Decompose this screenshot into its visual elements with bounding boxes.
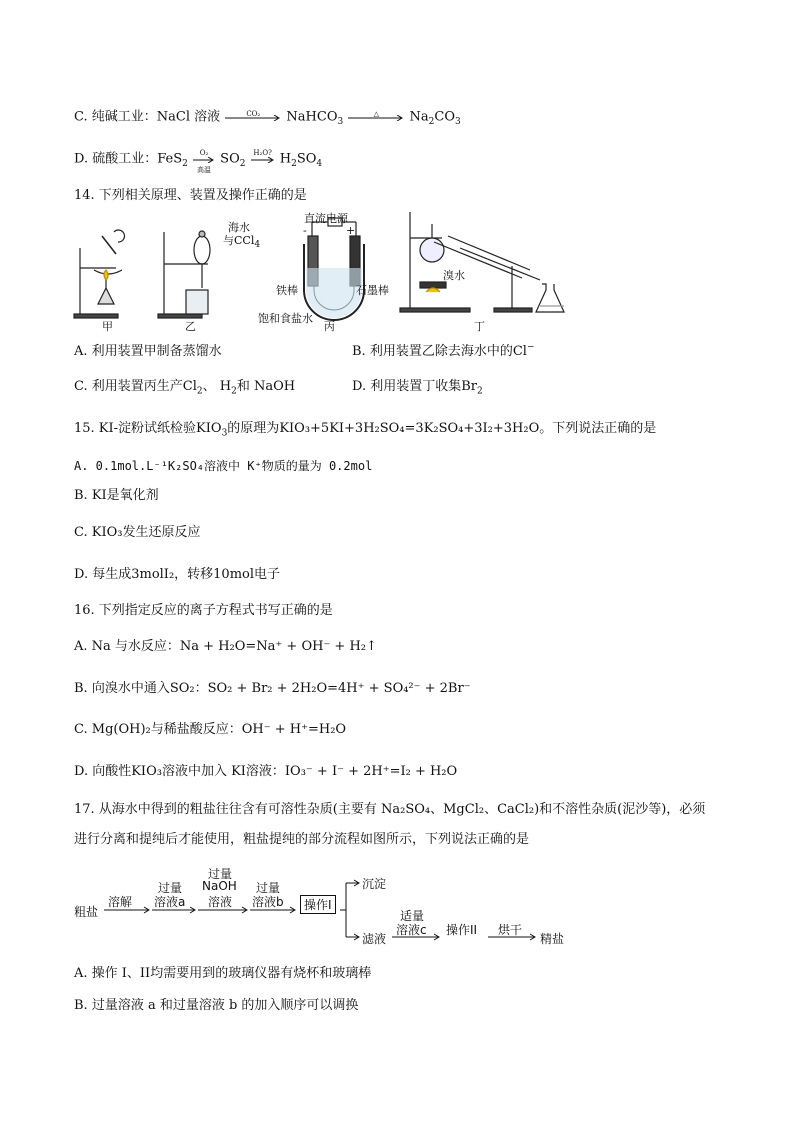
flow-op2: 操作II	[446, 923, 478, 937]
flow-refined-salt: 精盐	[540, 932, 565, 946]
arrow-o2: O₂ 高温	[197, 149, 212, 174]
q17-option-b: B. 过量溶液 a 和过量溶液 b 的加入顺序可以调换	[74, 998, 359, 1013]
arrow-h2o: H₂O?	[250, 150, 276, 168]
q14-option-c: C. 利用装置丙生产$Cl_2$、 $H_2$和 NaOH	[74, 379, 296, 397]
apparatus-ding	[400, 212, 564, 312]
salt-purification-flowchart: 粗盐 溶解 过量 溶液a 过量 NaOH 溶液 过量 溶液b 操作I 沉淀 滤液 适量 溶液c 操作II 烘干 精盐	[74, 865, 594, 955]
q16-stem: 16. 下列指定反应的离子方程式书写正确的是	[74, 603, 333, 618]
q13-option-d: D. 硫酸工业：FeS$_2$ O₂ 高温 $SO_2$ H₂O? $H_2SO_4$	[74, 149, 323, 174]
apparatus-jia	[74, 230, 124, 318]
q15-option-b: B. KI是氧化剂	[74, 488, 159, 503]
q15-option-d: D. 每生成3molI₂，转移10mol电子	[74, 567, 281, 582]
q14-option-a: A. 利用装置甲制备蒸馏水	[74, 344, 222, 359]
q17-option-a: A. 操作 I、II均需要用到的玻璃仪器有烧杯和玻璃棒	[74, 966, 372, 981]
flow-op1: 操作I	[300, 895, 336, 914]
q16-option-a: A. Na 与水反应：Na + H₂O=Na⁺ + OH⁻ + H₂↑	[74, 639, 377, 654]
q14-option-b: B. 利用装置乙除去海水中的Cl−	[352, 342, 535, 359]
arrow-co2: CO₂	[224, 108, 282, 126]
q15-stem: 15. KI-淀粉试纸检验$KIO_3$的原理为KIO₃+5KI+3H₂SO₄=3K₂SO₄+3I₂+3H₂O。下列说法正确的是	[74, 421, 657, 439]
q14-stem: 14. 下列相关原理、装置及操作正确的是	[74, 188, 307, 203]
q15-option-a: A. 0.1mol.L⁻¹K₂SO₄溶液中 K⁺物质的量为 0.2mol	[74, 459, 373, 473]
flow-crude-salt: 粗盐	[74, 905, 99, 919]
q17-stem-line1: 17. 从海水中得到的粗盐往往含有可溶性杂质(主要有 Na₂SO₄、MgCl₂、CaCl₂)和不溶性杂质(泥沙等)，必须	[74, 802, 706, 817]
ccl4-label: 与CCl$_4$	[223, 234, 261, 251]
q14-option-d: D. 利用装置丁收集$Br_2$	[352, 379, 483, 397]
q17-stem-line2: 进行分离和提纯后才能使用，粗盐提纯的部分流程如图所示，下列说法正确的是	[74, 832, 530, 847]
q16-option-c: C. Mg(OH)₂与稀盐酸反应：OH⁻ + H⁺=H₂O	[74, 722, 347, 737]
q13-c-reactant: NaCl 溶液	[156, 109, 221, 125]
q15-option-c: C. KIO₃发生还原反应	[74, 525, 201, 540]
arrow-heat: △	[347, 108, 405, 126]
apparatus-yi	[158, 231, 210, 318]
q16-option-b: B. 向溴水中通入SO₂：SO₂ + Br₂ + 2H₂O=4H⁺ + SO₄²⁻ + 2Br⁻	[74, 681, 471, 696]
q13-option-c: C. 纯碱工业：NaCl 溶液 CO₂ NaHCO$_3$ △ $Na_2CO_3$	[74, 109, 461, 128]
q16-option-d: D. 向酸性KIO₃溶液中加入 KI溶液：IO₃⁻ + I⁻ + 2H⁺=I₂ + H₂O	[74, 764, 458, 779]
